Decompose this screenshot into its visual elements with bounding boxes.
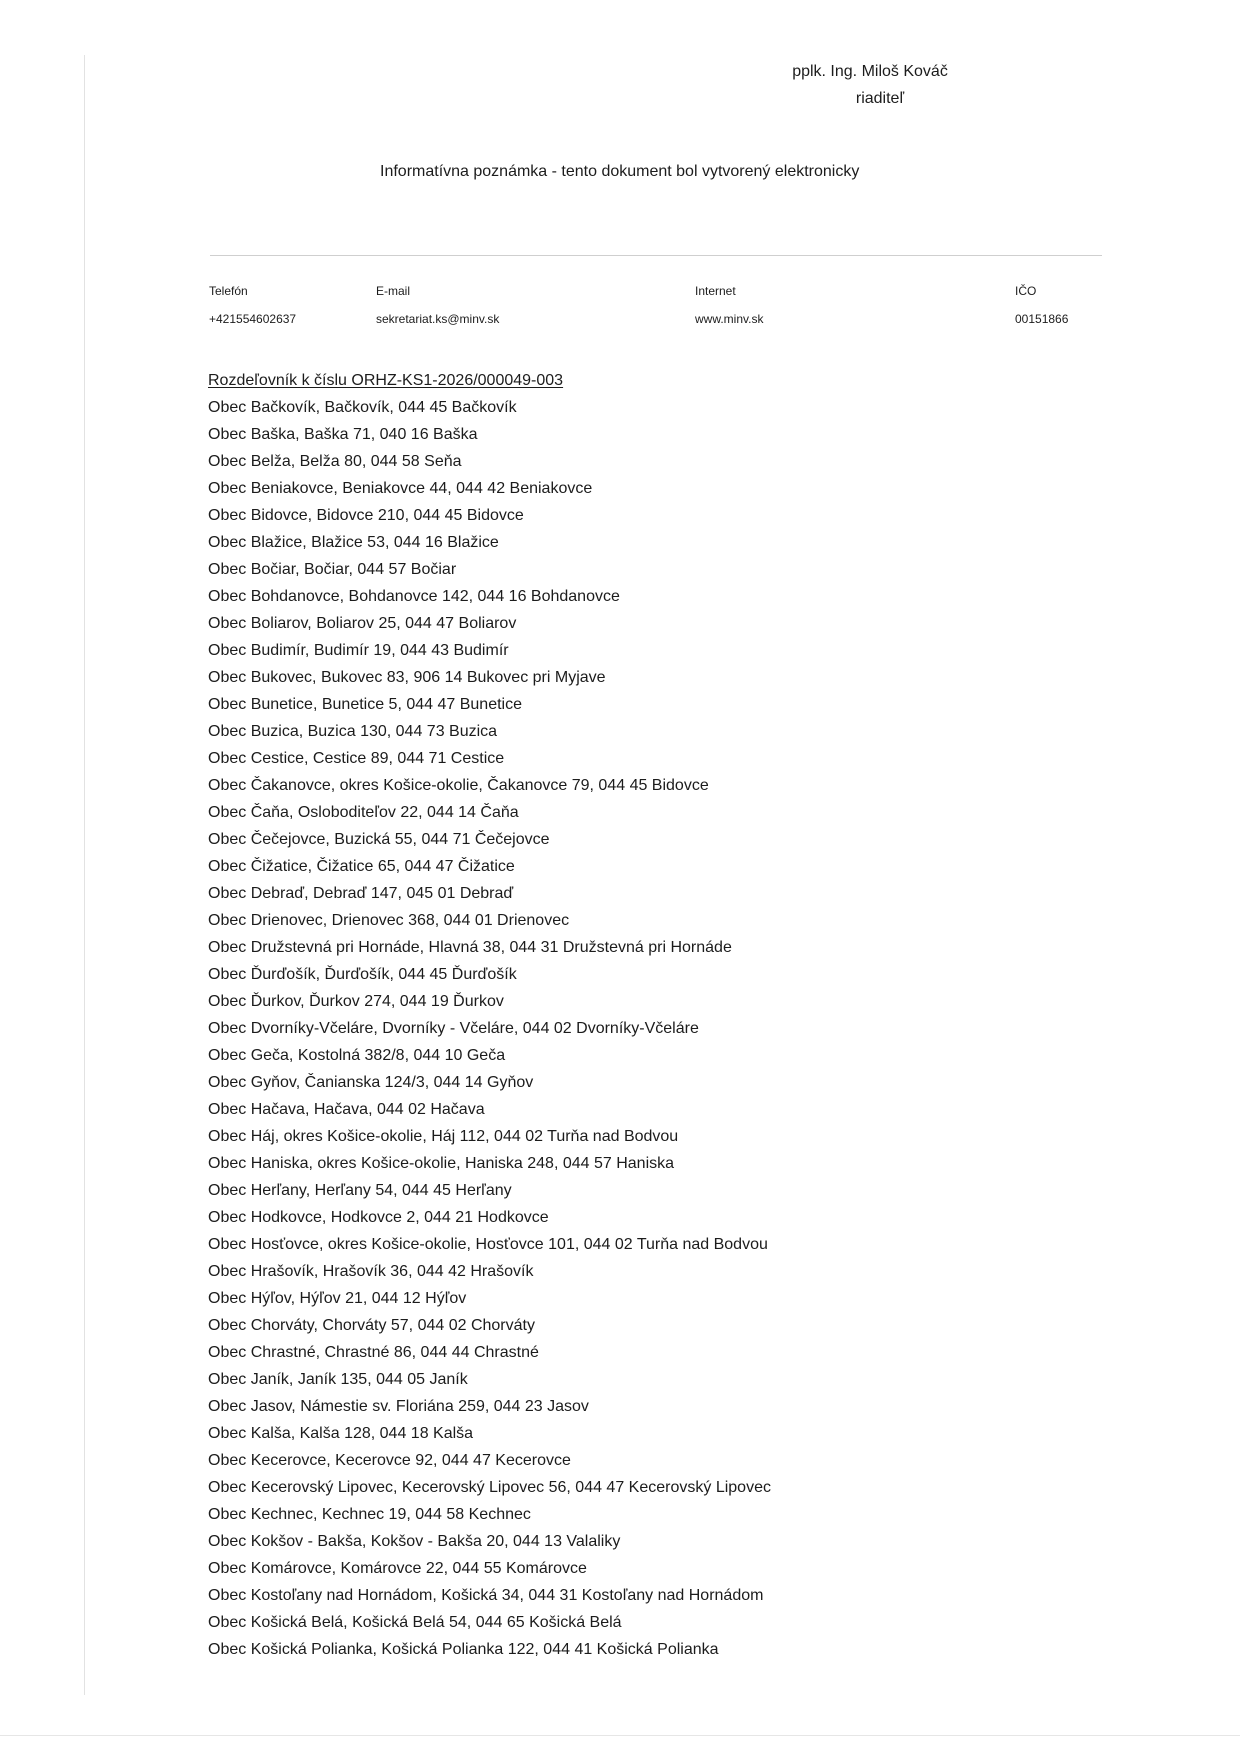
- recipient-item: Obec Hrašovík, Hrašovík 36, 044 42 Hrašovík: [208, 1263, 534, 1280]
- recipient-item: Obec Chorváty, Chorváty 57, 044 02 Chorváty: [208, 1317, 535, 1334]
- recipient-item: Obec Beniakovce, Beniakovce 44, 044 42 Beniakovce: [208, 480, 593, 497]
- recipient-item: Obec Buzica, Buzica 130, 044 73 Buzica: [208, 723, 498, 740]
- signatory-role: riaditeľ: [855, 90, 905, 107]
- recipient-item: Obec Háj, okres Košice-okolie, Háj 112, 044 02 Turňa nad Bodvou: [208, 1128, 679, 1145]
- recipient-item: Obec Ďurkov, Ďurkov 274, 044 19 Ďurkov: [208, 993, 504, 1010]
- recipient-item: Obec Cestice, Cestice 89, 044 71 Cestice: [208, 750, 505, 767]
- recipient-item: Obec Geča, Kostolná 382/8, 044 10 Geča: [208, 1047, 506, 1064]
- recipient-item: Obec Kecerovský Lipovec, Kecerovský Lipovec 56, 044 47 Kecerovský Lipovec: [208, 1479, 771, 1496]
- contact-internet: [695, 277, 763, 333]
- recipient-item: Obec Košická Polianka, Košická Polianka 122, 044 41 Košická Polianka: [208, 1641, 719, 1658]
- email-value: sekretariat.ks@minv.sk: [376, 312, 500, 326]
- electronic-document-notice: Informatívna poznámka - tento dokument bol vytvorený elektronicky: [380, 163, 860, 180]
- recipient-item: Obec Bunetice, Bunetice 5, 044 47 Bunetice: [208, 696, 522, 713]
- contact-ico: [1015, 277, 1068, 333]
- recipient-item: Obec Blažice, Blažice 53, 044 16 Blažice: [208, 534, 499, 551]
- recipient-item: Obec Hosťovce, okres Košice-okolie, Hosťovce 101, 044 02 Turňa nad Bodvou: [208, 1236, 768, 1253]
- recipient-item: Obec Ďurďošík, Ďurďošík, 044 45 Ďurďošík: [208, 966, 517, 983]
- ico-value: 00151866: [1015, 312, 1069, 326]
- recipient-item: Obec Kecerovce, Kecerovce 92, 044 47 Kecerovce: [208, 1452, 571, 1469]
- signatory-name: pplk. Ing. Miloš Kováč: [792, 63, 948, 80]
- recipient-item: Obec Hačava, Hačava, 044 02 Hačava: [208, 1101, 485, 1118]
- recipient-item: Obec Bačkovík, Bačkovík, 044 45 Bačkovík: [208, 399, 517, 416]
- recipient-item: Obec Hýľov, Hýľov 21, 044 12 Hýľov: [208, 1290, 467, 1307]
- phone-label: Telefón: [209, 284, 248, 298]
- recipient-item: Obec Čakanovce, okres Košice-okolie, Čakanovce 79, 044 45 Bidovce: [208, 777, 709, 794]
- recipient-item: Obec Čečejovce, Buzická 55, 044 71 Čečejovce: [208, 831, 550, 848]
- recipient-item: Obec Belža, Belža 80, 044 58 Seňa: [208, 453, 462, 470]
- recipient-item: Obec Komárovce, Komárovce 22, 044 55 Komárovce: [208, 1560, 587, 1577]
- ico-label: IČO: [1015, 284, 1037, 298]
- recipient-item: Obec Košická Belá, Košická Belá 54, 044 65 Košická Belá: [208, 1614, 622, 1631]
- recipient-item: Obec Janík, Janík 135, 044 05 Janík: [208, 1371, 468, 1388]
- recipient-item: Obec Čaňa, Osloboditeľov 22, 044 14 Čaňa: [208, 804, 519, 821]
- contact-divider: [210, 255, 1102, 256]
- recipient-item: Obec Bidovce, Bidovce 210, 044 45 Bidovce: [208, 507, 524, 524]
- phone-value: +421554602637: [209, 312, 297, 326]
- internet-value: www.minv.sk: [695, 312, 764, 326]
- recipient-item: Obec Družstevná pri Hornáde, Hlavná 38, 044 31 Družstevná pri Hornáde: [208, 939, 732, 956]
- recipient-item: Obec Drienovec, Drienovec 368, 044 01 Drienovec: [208, 912, 570, 929]
- recipient-item: Obec Kokšov - Bakša, Kokšov - Bakša 20, 044 13 Valaliky: [208, 1533, 621, 1550]
- page-bottom-edge: [0, 1735, 1240, 1736]
- contact-phone: [209, 277, 296, 333]
- distribution-list: [208, 367, 1108, 1663]
- recipient-item: Obec Jasov, Námestie sv. Floriána 259, 044 23 Jasov: [208, 1398, 589, 1415]
- recipient-item: Obec Boliarov, Boliarov 25, 044 47 Boliarov: [208, 615, 517, 632]
- left-margin-rule: [84, 55, 85, 1695]
- internet-label: Internet: [695, 284, 736, 298]
- recipient-item: Obec Bukovec, Bukovec 83, 906 14 Bukovec pri Myjave: [208, 669, 606, 686]
- recipient-item: Obec Budimír, Budimír 19, 044 43 Budimír: [208, 642, 509, 659]
- contact-email: [376, 277, 499, 333]
- recipient-item: Obec Baška, Baška 71, 040 16 Baška: [208, 426, 478, 443]
- recipient-item: Obec Bohdanovce, Bohdanovce 142, 044 16 Bohdanovce: [208, 588, 620, 605]
- recipient-item: Obec Kostoľany nad Hornádom, Košická 34, 044 31 Kostoľany nad Hornádom: [208, 1587, 764, 1604]
- recipient-item: Obec Hodkovce, Hodkovce 2, 044 21 Hodkovce: [208, 1209, 549, 1226]
- recipient-item: Obec Bočiar, Bočiar, 044 57 Bočiar: [208, 561, 457, 578]
- recipient-item: Obec Debraď, Debraď 147, 045 01 Debraď: [208, 885, 514, 902]
- recipient-item: Obec Chrastné, Chrastné 86, 044 44 Chrastné: [208, 1344, 539, 1361]
- recipient-item: Obec Kechnec, Kechnec 19, 044 58 Kechnec: [208, 1506, 531, 1523]
- recipient-item: Obec Kalša, Kalša 128, 044 18 Kalša: [208, 1425, 474, 1442]
- recipient-list: [208, 394, 1108, 1663]
- recipient-item: Obec Dvorníky-Včeláre, Dvorníky - Včeláre, 044 02 Dvorníky-Včeláre: [208, 1020, 699, 1037]
- recipient-item: Obec Herľany, Herľany 54, 044 45 Herľany: [208, 1182, 512, 1199]
- recipient-item: Obec Haniska, okres Košice-okolie, Haniska 248, 044 57 Haniska: [208, 1155, 675, 1172]
- distribution-title: Rozdeľovník k číslu ORHZ-KS1-2026/000049-003: [208, 372, 564, 389]
- recipient-item: Obec Gyňov, Čanianska 124/3, 044 14 Gyňov: [208, 1074, 534, 1091]
- signatory-block: [720, 58, 1020, 112]
- email-label: E-mail: [376, 284, 411, 298]
- recipient-item: Obec Čižatice, Čižatice 65, 044 47 Čižatice: [208, 858, 515, 875]
